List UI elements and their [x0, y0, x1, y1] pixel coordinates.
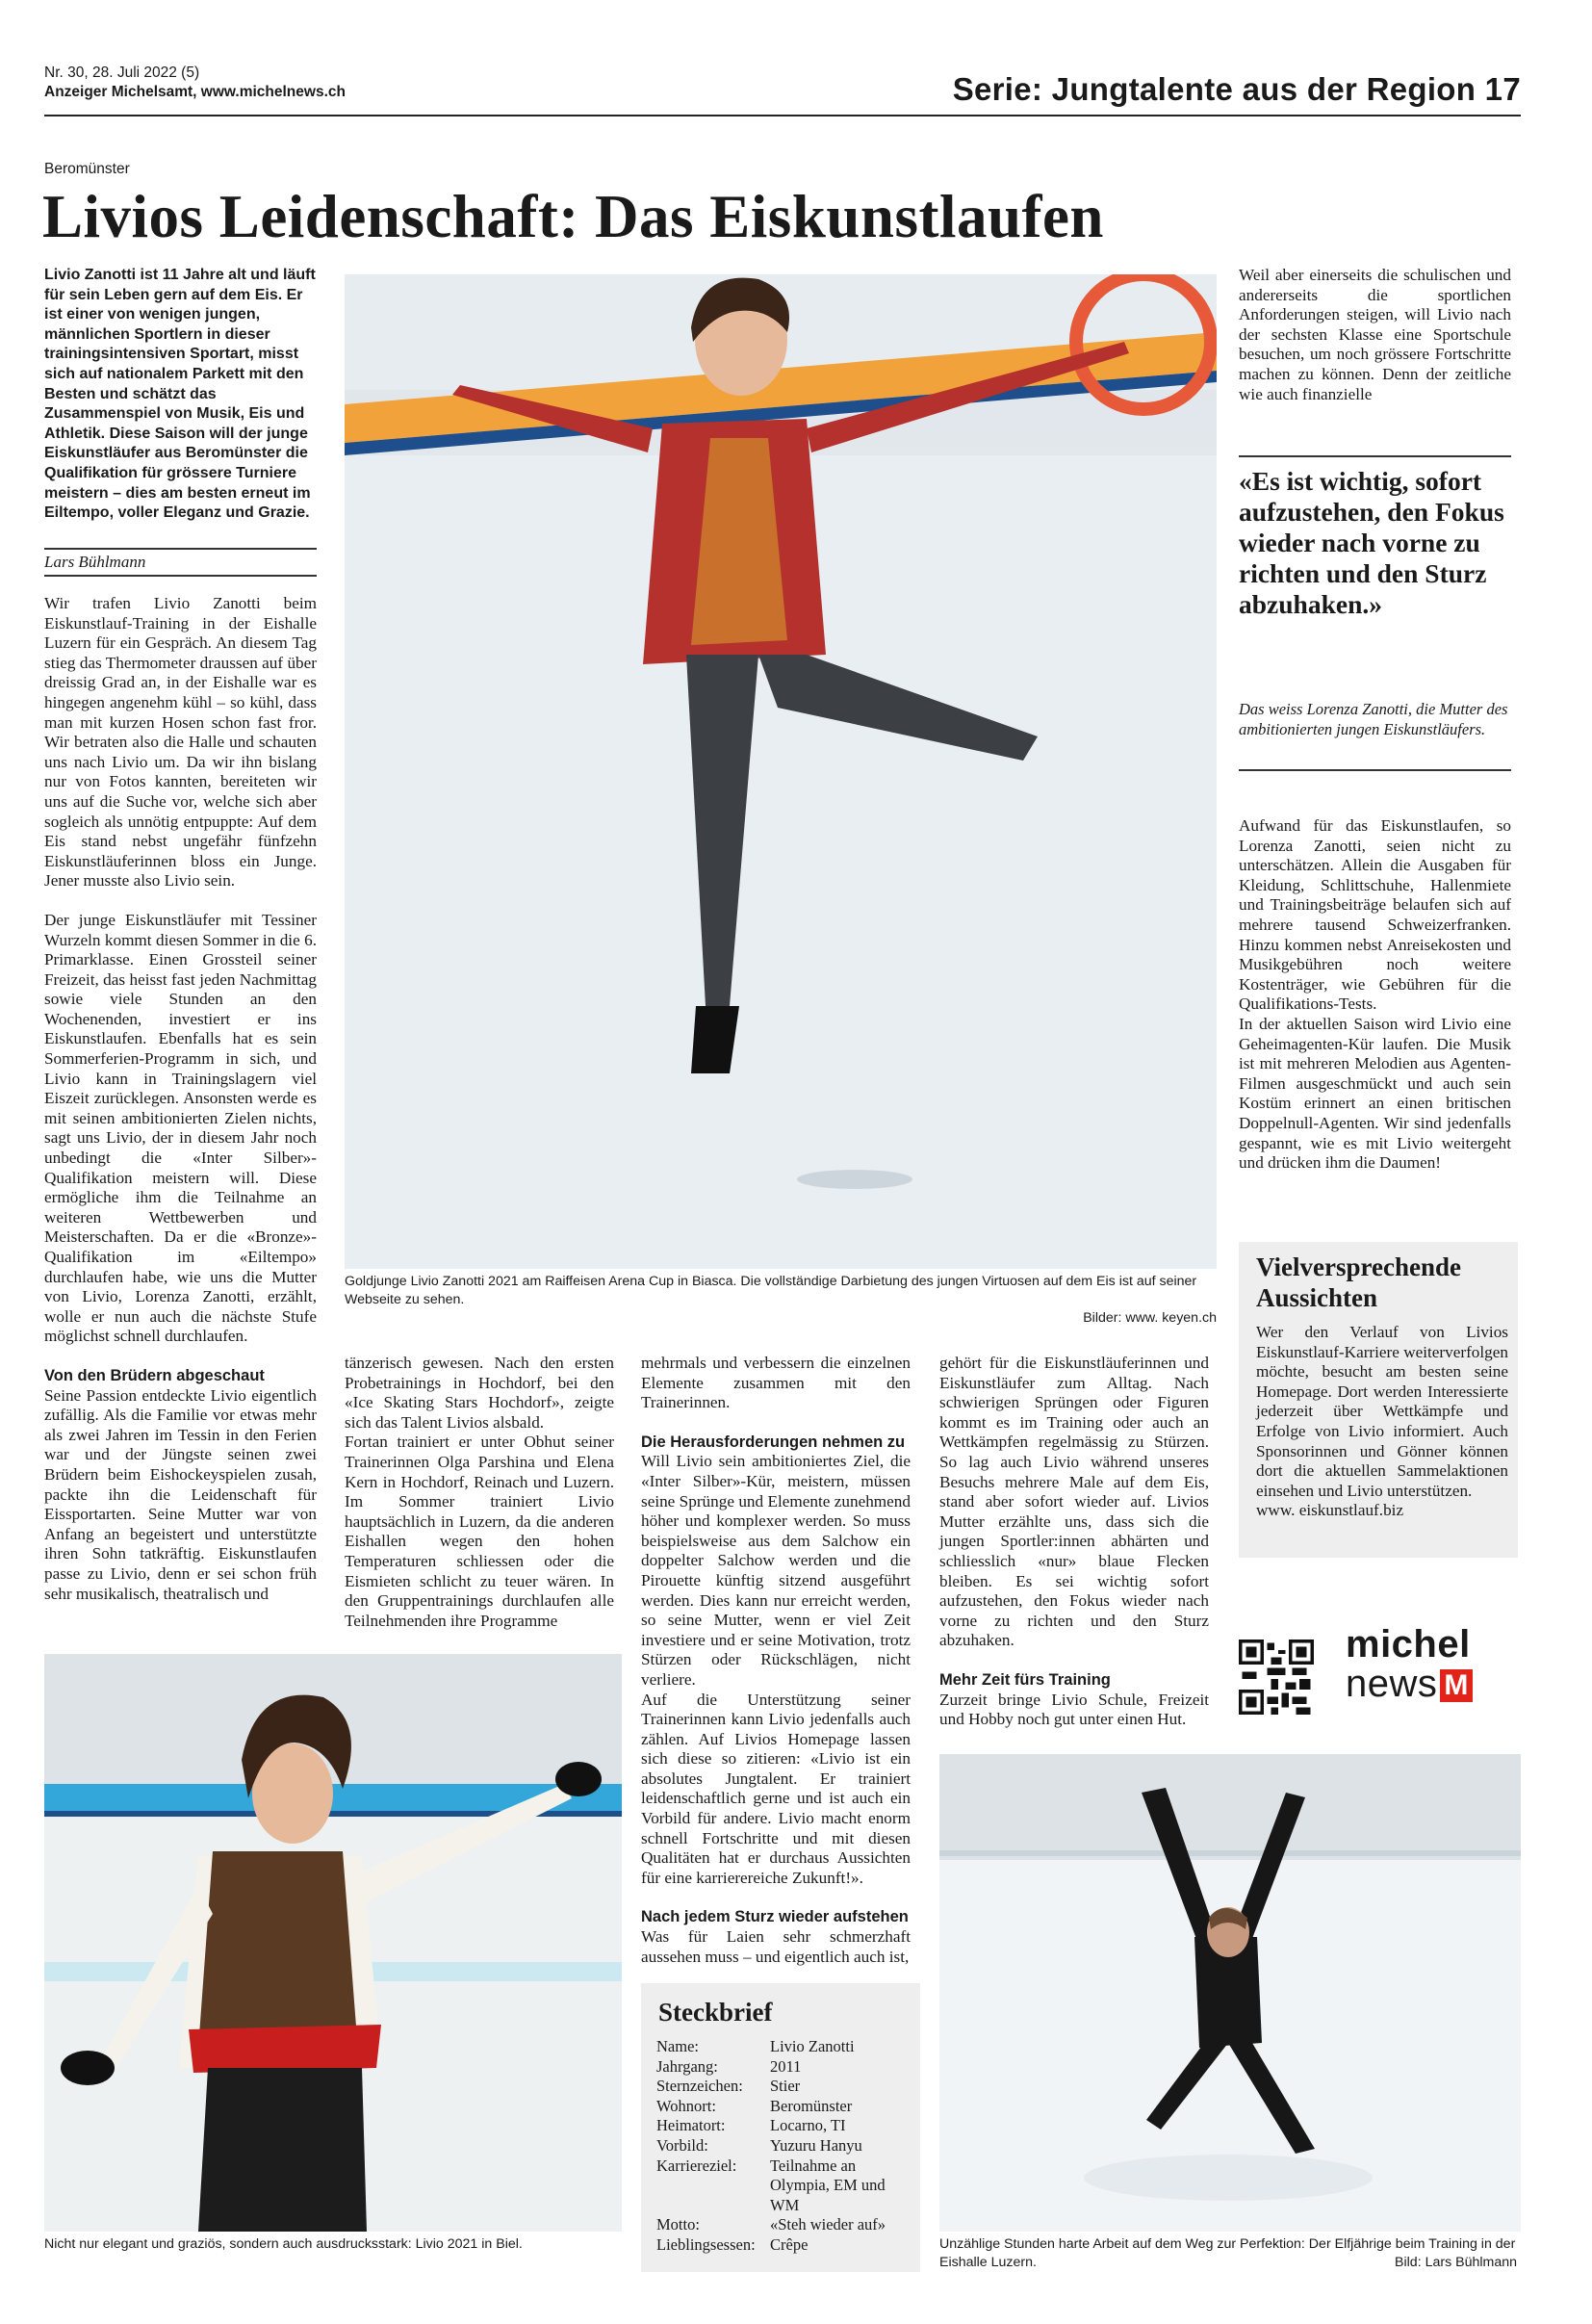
steckbrief-row: [656, 2116, 909, 2136]
logo-word-michel: michel: [1346, 1623, 1471, 1666]
subhead: Nach jedem Sturz wieder aufstehen: [641, 1908, 909, 1926]
column-5-body: [1239, 816, 1511, 1174]
steckbrief-table: [656, 2037, 909, 2256]
steckbrief-value: 2011: [770, 2056, 802, 2076]
bottom-right-photo: [939, 1754, 1521, 2232]
paragraph: Weil aber einerseits die schulischen und andererseits die sportlichen Anforderungen steigen, will Livio nach der sechsten Klasse eine Sportschule besuchen, um noch grössere Fortschritte machen zu können. Denn der zeitliche wie auch finanzielle: [1239, 266, 1511, 403]
column-1-body: [44, 594, 317, 1604]
caption-text: Unzählige Stunden harte Arbeit auf dem Weg zur Perfektion: Der Elfjährige beim Training in der Eishalle Luzern.: [939, 2236, 1516, 2270]
column-3-body: [641, 1354, 911, 1967]
paragraph: Seine Passion entdeckte Livio eigentlich zufällig. Als die Familie vor etwas mehr als zwei Jahren im Tessin in den Ferien war und der Jüngste seinen zwei Brüdern beim Eishockeyspielen zusah, packte ihn die Leidenschaft für Eissportarten. Seine Mutter war von Anfang an begeistert und unterstützte ihren Sohn tatkräftig. Eiskunstlaufen passe zu Livio, denn er sei schon früh sehr musikalisch, theatralisch und: [44, 1385, 317, 1603]
steckbrief-label: Heimatort:: [656, 2116, 726, 2135]
steckbrief-label: Vorbild:: [656, 2135, 708, 2155]
steckbrief-label: Lieblingsessen:: [656, 2234, 756, 2254]
main-photo-caption: [345, 1273, 1217, 1328]
author-name: Lars Bühlmann: [44, 553, 146, 571]
paragraph: Aufwand für das Eiskunstlaufen, so Lorenza Zanotti, seien nicht zu unterschätzen. Allein die Ausgaben für Kleidung, Schlittschuhe, Hallenmiete und Trainingsbeiträge belaufen sich auf mehrere tausend Schweizerfranken. Hinzu kommen nebst Anreisekosten und Musikgebühren noch weitere Kostenträger, wie Gebühren für die Qualifikations-Tests.: [1239, 816, 1511, 1014]
column-2-body: [345, 1354, 614, 1631]
steckbrief-value: Livio Zanotti: [770, 2037, 855, 2055]
quote-attribution: Das weiss Lorenza Zanotti, die Mutter des ambitionierten jungen Eiskunstläufers.: [1239, 700, 1508, 738]
bottom-left-caption: Nicht nur elegant und graziös, sondern auch ausdrucksstark: Livio 2021 in Biel.: [44, 2236, 523, 2252]
steckbrief-row: [656, 2037, 909, 2057]
steckbrief-row: [656, 2097, 909, 2117]
author-rule-bottom: [44, 575, 317, 577]
paragraph: Der junge Eiskunstläufer mit Tessiner Wurzeln kommt diesen Sommer in die 6. Primarklasse. Einen Grossteil seiner Freizeit, das heisst fast jeden Nachmittag sowie viele Stunden an den Wochenenden, investiert er ins Eiskunstlaufen. Ebenfalls hat es sein Sommerferien-Programm in sich, und Livio kann in Trainingslagern viel Eiszeit zurücklegen. Ansonsten werde es mit seinen ambitionierten Zielen nichts, sagt uns Livio, der in diesem Jahr noch unbedingt die «Inter Silber»-Qualifikation meistern will. Diese ermögliche ihm die Teilnahme an weiteren Wettbewerben und Meisterschaften. Da er die «Bronze»-Qualifikation im «Eiltempo» durchlaufen habe, wie uns die Mutter von Livio, Lorenza Zanotti, erzählt, wolle er nun auch die nächste Stufe möglichst schnell durchlaufen.: [44, 910, 317, 1346]
steckbrief-label: Wohnort:: [656, 2096, 716, 2115]
subhead: Mehr Zeit fürs Training: [939, 1670, 1111, 1689]
steckbrief-row: [656, 2156, 909, 2216]
steckbrief-box: [641, 1983, 920, 2272]
header-rule: [44, 115, 1521, 116]
bottom-right-caption: [939, 2235, 1517, 2272]
paragraph: Auf die Unterstützung seiner Trainerinnen kann Livio jedenfalls auch zählen. Auf Livios Homepage lassen sich diese so zitieren: «Livio ist ein absolutes Jungtalent. Er trainiert leidenschaftlich gerne und ist auch ein Vorbild für andere. Livio macht enorm schnell Fortschritte und mit diesen Qualitäten hat er durchaus Aussichten für eine karrierereiche Zukunft!».: [641, 1690, 911, 1887]
bottom-left-photo: [44, 1654, 622, 2232]
paragraph: gehört für die Eiskunstläuferinnen und Eiskunstläufer zum Alltag. Nach schwierigen Sprüngen oder Figuren kommt es im Training oder auch an Wettkämpfen regelmässig zu Stürzen. So lag auch Livio während unseres Besuchs mehrere Male auf dem Eis, stand aber sofort wieder auf. Livios Mutter erzählte uns, dass sich die jungen Sportler:innen abhärten und schliesslich «nur» blaue Flecken bleiben. Es sei wichtig sofort aufzustehen, den Fokus wieder nach vorne zu richten und den Sturz abzuhaken.: [939, 1354, 1209, 1650]
paragraph: tänzerisch gewesen. Nach den ersten Probetrainings in Hochdorf, bei den «Ice Skating Stars Hochdorf», zeigte sich das Talent Livios alsbald.: [345, 1354, 614, 1432]
quote-rule-top: [1239, 455, 1511, 457]
steckbrief-label: Sternzeichen:: [656, 2077, 743, 2096]
column-5-top: [1239, 266, 1511, 404]
paragraph: Will Livio sein ambitioniertes Ziel, die «Inter Silber»-Kür, meistern, müssen seine Sprünge und Elemente zunehmend höher und komplexer werden. So muss beispielsweise aus dem Salchow ein doppelter Salchow werden und die Pirouette künftig sitzend ausgeführt werden. Dies kann nur erreicht werden, so seine Mutter, wenn er viel Zeit investiere und er seine Motivation, trotz Stürzen oder Rückschlägen, nicht verliere.: [641, 1452, 911, 1689]
paragraph: Was für Laien sehr schmerzhaft aussehen muss – und eigentlich auch ist,: [641, 1927, 911, 1966]
michelnews-logo: [1346, 1625, 1519, 1704]
steckbrief-value: «Steh wieder auf»: [770, 2215, 886, 2234]
steckbrief-row: [656, 2136, 909, 2156]
steckbrief-value: Crêpe: [770, 2234, 809, 2254]
steckbrief-title: Steckbrief: [658, 1998, 773, 2027]
steckbrief-row: [656, 2215, 909, 2235]
steckbrief-label: Name:: [656, 2037, 699, 2055]
steckbrief-value: Yuzuru Hanyu: [770, 2135, 862, 2155]
info-box-link[interactable]: www. eiskunstlauf.biz: [1256, 1501, 1404, 1520]
article-location: Beromünster: [44, 161, 130, 177]
logo-news-text: news: [1346, 1663, 1438, 1705]
logo-m-badge: M: [1440, 1669, 1473, 1702]
paragraph: mehrmals und verbessern die einzelnen Elemente zusammen mit den Trainerinnen.: [641, 1354, 911, 1412]
steckbrief-row: [656, 2235, 909, 2256]
column-4-body: [939, 1354, 1209, 1730]
steckbrief-label: Motto:: [656, 2215, 700, 2234]
steckbrief-row: [656, 2057, 909, 2078]
qr-code[interactable]: [1239, 1640, 1314, 1715]
issue-info: [44, 64, 346, 102]
paragraph: Fortan trainiert er unter Obhut seiner Trainerinnen Olga Parshina und Elena Kern in Hochdorf, Reinach und Luzern. Im Sommer trainiert Livio hauptsächlich in Luzern, da die anderen Eishallen wegen den hohen Temperaturen schliessen oder die Eismieten schlicht zu teuer wären. In den Gruppentrainings durchlaufen alle Teilnehmenden ihre Programme: [345, 1433, 614, 1630]
headline: Livios Leidenschaft: Das Eiskunstlaufen: [42, 183, 1104, 250]
steckbrief-value: Stier: [770, 2077, 801, 2096]
steckbrief-label: Karriereziel:: [656, 2156, 737, 2175]
steckbrief-label: Jahrgang:: [656, 2056, 718, 2076]
caption-text: Goldjunge Livio Zanotti 2021 am Raiffeisen Arena Cup in Biasca. Die vollständige Darbietung des jungen Virtuosen auf dem Eis ist auf seiner Webseite zu sehen.: [345, 1274, 1197, 1307]
series-title: Serie: Jungtalente aus der Region 17: [952, 71, 1521, 107]
logo-word-news: [1346, 1664, 1519, 1704]
subhead: Von den Brüdern abgeschaut: [44, 1366, 265, 1384]
steckbrief-value: Teilnahme an Olympia, EM und WM: [770, 2156, 886, 2214]
info-box-paragraph: Wer den Verlauf von Livios Eiskunstlauf-Karriere weiterverfolgen möchte, besucht am besten seine Homepage. Dort werden Interessierte jederzeit über Wettkämpfe und Erfolge von Livio informiert. Auch Sponsorinnen und Gönner können dort die aktuellen Sammelaktionen einsehen und Livio unterstützen.: [1256, 1323, 1508, 1500]
steckbrief-value: Locarno, TI: [770, 2116, 846, 2135]
photo-credit: Bild: Lars Bühlmann: [1395, 2255, 1517, 2270]
lead-text: Livio Zanotti ist 11 Jahre alt und läuft für sein Leben gern auf dem Eis. Er ist einer von wenigen jungen, männlichen Sportlern in dieser trainingsintensiven Sportart, misst sich auf nationalem Parkett mit den Besten und schätzt das Zusammenspiel von Musik, Eis und Athletik. Diese Saison will der junge Eiskunstläufer aus Beromünster die Qualifikation für grössere Turniere meistern – dies am besten erneut im Eiltempo, voller Eleganz und Grazie.: [44, 267, 316, 522]
steckbrief-row: [656, 2077, 909, 2097]
main-photo: [345, 274, 1217, 1269]
subhead: Die Herausforderungen nehmen zu: [641, 1433, 906, 1451]
steckbrief-value: Beromünster: [770, 2096, 853, 2115]
paragraph: In der aktuellen Saison wird Livio eine Geheimagenten-Kür laufen. Die Musik ist mit mehreren Melodien aus Agenten-Filmen ausgeschmückt und auch sein Kostüm erinnert an einen britischen Doppelnull-Agenten. Wir sind jedenfalls gespannt, wie es mit Livio weitergeht und drücken ihm die Daumen!: [1239, 1014, 1511, 1173]
issue-line: Nr. 30, 28. Juli 2022 (5): [44, 65, 200, 81]
pull-quote: «Es ist wichtig, sofort aufzustehen, den Fokus wieder nach vorne zu richten und den Sturz abzuhaken.»: [1239, 466, 1504, 619]
photo-credit: Bilder: www. keyen.ch: [1083, 1310, 1217, 1326]
quote-rule-bottom: [1239, 769, 1511, 771]
info-box: [1239, 1242, 1518, 1558]
paragraph: Zurzeit bringe Livio Schule, Freizeit und Hobby noch gut unter einen Hut.: [939, 1690, 1209, 1729]
publication-line: Anzeiger Michelsamt, www.michelnews.ch: [44, 84, 346, 100]
info-box-title: Vielversprechende Aussichten: [1256, 1252, 1461, 1312]
author-rule-top: [44, 548, 317, 550]
paragraph: Wir trafen Livio Zanotti beim Eiskunstlauf-Training in der Eishalle Luzern für ein Gespräch. An diesem Tag stieg das Thermometer draussen auf über dreissig Grad an, in der Eishalle war es hingegen angenehm kühl – so kühl, dass man mit kurzen Hosen schon fast fror. Wir betraten also die Halle und schauten uns nach Livio um. Da wir ihn bislang nur von Fotos kannten, bereiteten wir uns auf die Suche vor, welche sich aber sogleich als unnötig entpuppte: Auf dem Eis stand nebst ungefähr fünfzehn Eiskunstläuferinnen bloss ein Junge. Jener musste also Livio sein.: [44, 594, 317, 891]
info-box-text: [1256, 1323, 1508, 1521]
